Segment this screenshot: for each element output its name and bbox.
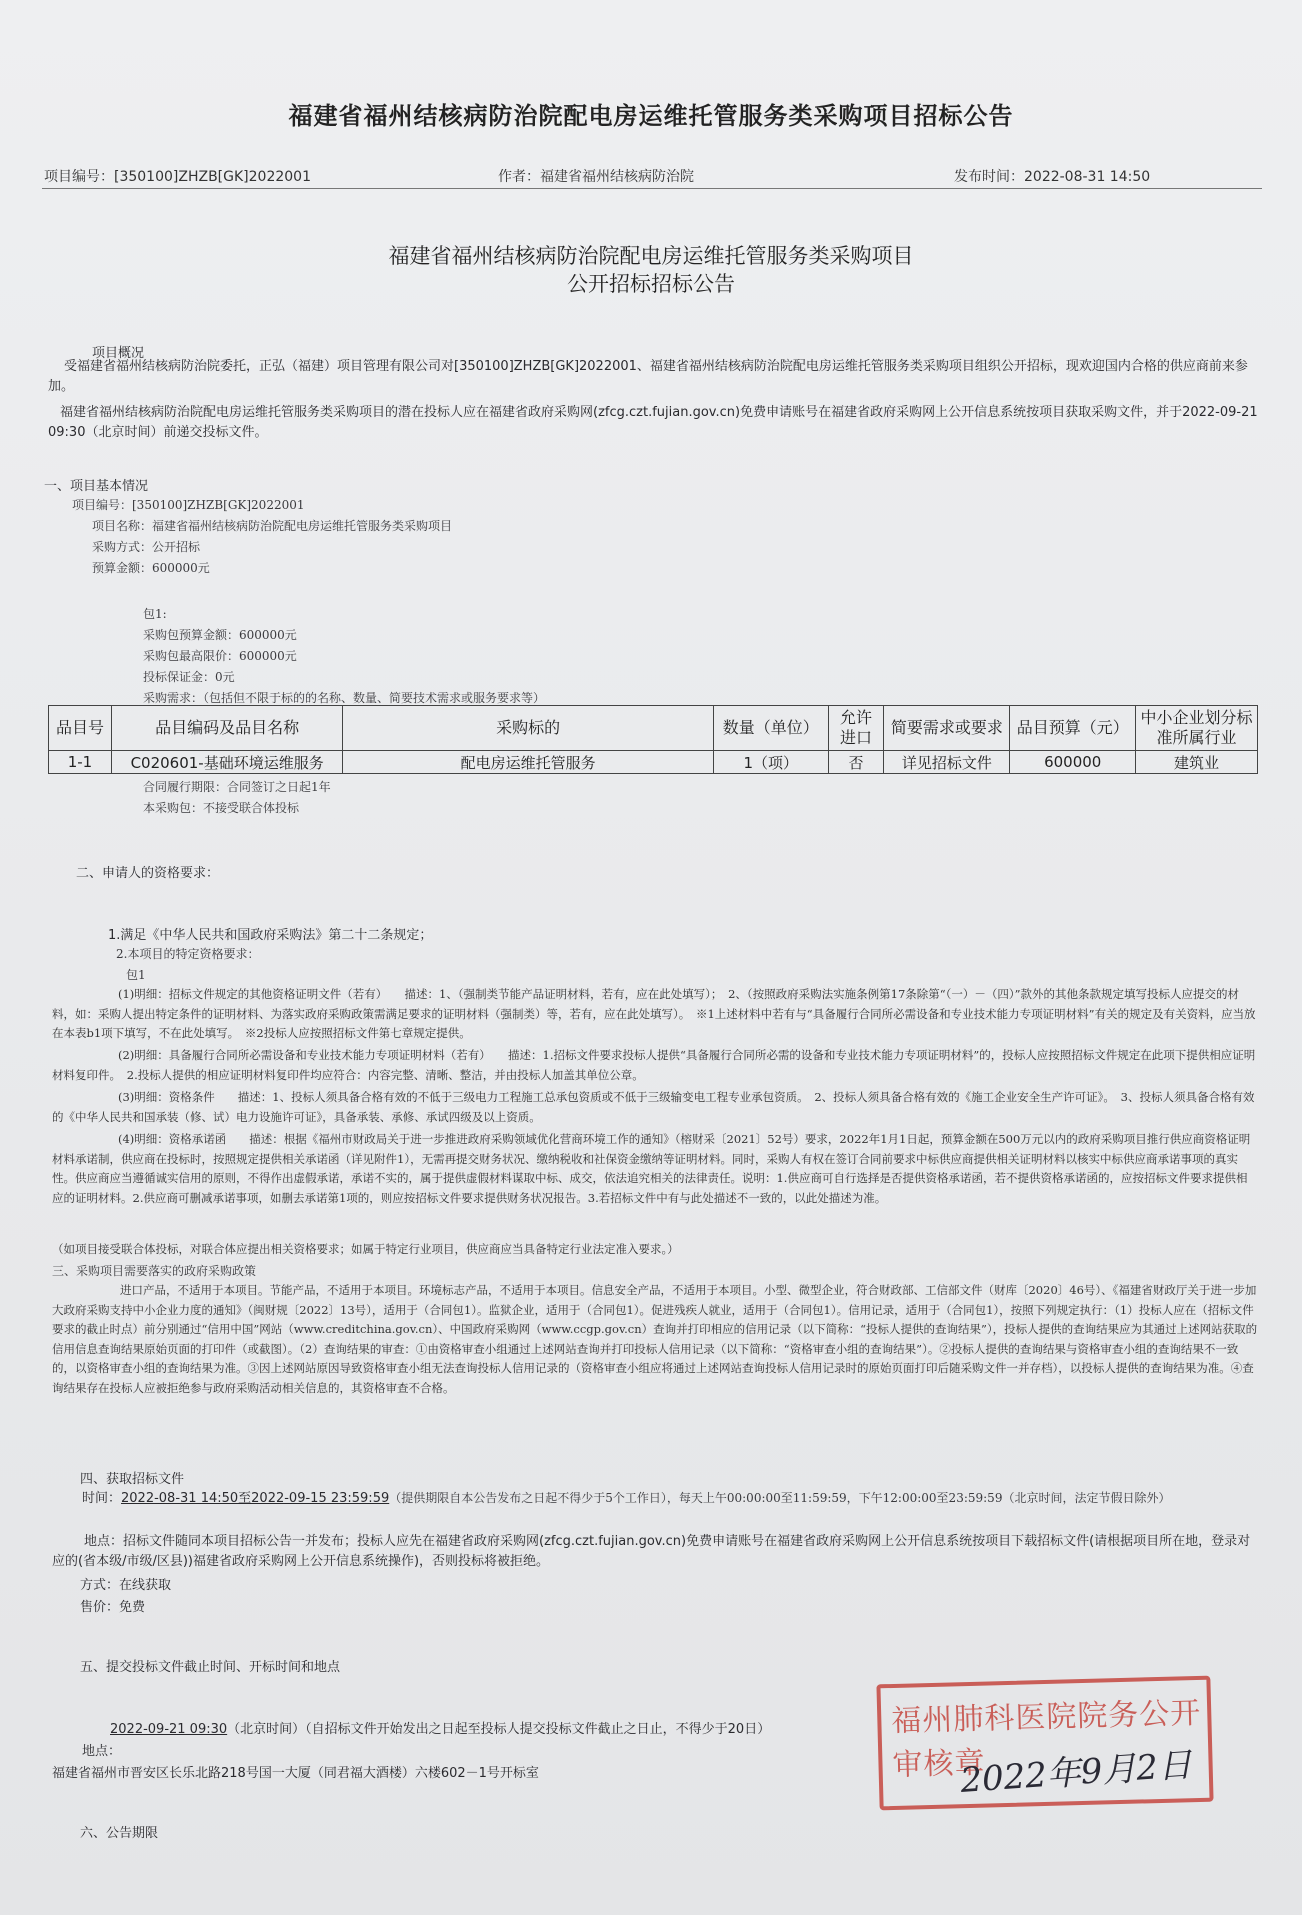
publish-time-value: 2022-08-31 14:50 bbox=[1024, 169, 1151, 185]
handwritten-date: 2022年9月2日 bbox=[959, 1744, 1194, 1802]
qualification-package: 包1 bbox=[126, 968, 146, 982]
consortium-line: 本采购包：不接受联合体投标 bbox=[143, 801, 300, 815]
section2-heading: 二、申请人的资格要求： bbox=[76, 866, 220, 881]
package-line: 采购需求：（包括但不限于标的的名称、数量、简要技术需求或服务要求等） bbox=[143, 691, 546, 705]
basic-info-line: 采购方式：公开招标 bbox=[92, 540, 201, 554]
table-header-cell: 品目编码及品目名称 bbox=[111, 706, 342, 751]
bid-place: 福建省福州市晋安区长乐北路218号国一大厦（同君福大酒楼）六楼602－1号开标室 bbox=[52, 1766, 539, 1781]
table-header-cell: 品目号 bbox=[49, 706, 112, 751]
package-line: 采购包最高限价：600000元 bbox=[143, 649, 297, 663]
table-cell: 配电房运维托管服务 bbox=[343, 751, 714, 774]
basic-info-line: 预算金额：600000元 bbox=[92, 561, 210, 575]
acquire-place-paragraph: 地点：招标文件随同本项目招标公告一并发布；投标人应先在福建省政府采购网(zfcg.czt.fujian.gov.cn)免费申请账号在福建省政府采购网上公开信息系统按项目下载招标文件(请根据项目所在地，登录对应的(省本级/市级/区县))福建省政府采购网上公开信息系统操作)，否则投标将被拒绝。 bbox=[52, 1534, 1251, 1569]
basic-info-line: 项目编号：[350100]ZHZB[GK]2022001 bbox=[72, 498, 305, 512]
contract-period-line: 合同履行期限：合同签订之日起1年 bbox=[143, 780, 331, 794]
policy-paragraph: 进口产品，不适用于本项目。节能产品，不适用于本项目。环境标志产品，不适用于本项目。信息安全产品，不适用于本项目。小型、微型企业，符合财政部、工信部文件（财库〔2020〕46号）、《福建省财政厅关于进一步加大政府采购支持中小企业力度的通知》（闽财规〔2022〕13号），适用于（合同包1）。监狱企业，适用于（合同包1）。促进残疾人就业，适用于（合同包1）。信用记录，适用于（合同包1），按照下列规定执行：（1）投标人应在（招标文件要求的截止时点）前分别通过“信用中国”网站（www.creditchina.gov.cn）、中国政府采购网（www.ccgp.gov.cn）查询并打印相应的信用记录（以下简称：“投标人提供的查询结果”），投标人提供的查询结果应为其通过上述网站获取的信用信息查询结果原始页面的打印件（或截图）。（2）查询结果的审查：①由资格审查小组通过上述网站查询并打印投标人信用记录（以下简称：“资格审查小组的查询结果”）。②投标人提供的查询结果与资格审查小组的查询结果不一致的，以资格审查小组的查询结果为准。③因上述网站原因导致资格审查小组无法查询投标人信用记录的（资格审查小组应将通过上述网站查询投标人信用记录时的原始页面打印后随采购文件一并存档），以投标人提供的查询结果为准。④查询结果存在投标人应被拒绝参与政府采购活动相关信息的，其资格审查不合格。 bbox=[52, 1283, 1258, 1395]
table-header-cell: 采购标的 bbox=[343, 706, 714, 751]
deadline-value: 2022-09-21 09:30 bbox=[110, 1722, 228, 1737]
section1-heading: 一、项目基本情况 bbox=[44, 479, 149, 494]
publish-time-meta bbox=[954, 166, 1150, 186]
acquire-time-paragraph bbox=[52, 1488, 1258, 1509]
qualification-item-3: (3)明细：资格条件 描述：1、投标人须具备合格有效的不低于三级电力工程施工总承包资质或不低于三级输变电工程专业承包资质。 2、投标人须具备合格有效的《施工企业安全生产许可证》。 3、投标人须具备合格有效的《中华人民共和国承装（修、试）电力设施许可证》，具备承装、承修、承试四级及以上资质。 bbox=[52, 1090, 1255, 1124]
acquire-time-note: （提供期限自本公告发布之日起不得少于5个工作日），每天上午00:00:00至11:59:59，下午12:00:00至23:59:59（北京时间，法定节假日除外） bbox=[389, 1491, 1171, 1505]
package-line: 采购包预算金额：600000元 bbox=[143, 628, 297, 642]
project-number-meta bbox=[44, 166, 311, 186]
acquire-price: 售价：免费 bbox=[80, 1600, 146, 1615]
table-header-cell: 简要需求或要求 bbox=[884, 706, 1010, 751]
section6-heading: 六、公告期限 bbox=[80, 1826, 159, 1841]
table-header-cell: 品目预算（元） bbox=[1010, 706, 1136, 751]
table-cell: 600000 bbox=[1010, 751, 1136, 774]
table-row bbox=[49, 751, 1258, 774]
project-number-value: [350100]ZHZB[GK]2022001 bbox=[114, 169, 311, 185]
qualification-item-2: (2)明细：具备履行合同所必需设备和专业技术能力专项证明材料（若有） 描述：1.招标文件要求投标人提供“具备履行合同所必需的设备和专业技术能力专项证明材料”的，投标人应按照招标文件规定在此项下提供相应证明材料复印件。 2.投标人提供的相应证明材料复印件均应符合：内容完整、清晰、整洁，并由投标人加盖其单位公章。 bbox=[52, 1048, 1256, 1082]
package-line: 投标保证金：0元 bbox=[143, 670, 235, 684]
project-number-label: 项目编号： bbox=[44, 169, 114, 185]
package-line: 包1: bbox=[143, 607, 167, 621]
table-header-cell: 允许进口 bbox=[828, 706, 884, 751]
deadline-line bbox=[110, 1718, 770, 1737]
doc-title-line1: 福建省福州结核病防治院配电房运维托管服务类采购项目 bbox=[388, 244, 914, 268]
doc-title-line2: 公开招标招标公告 bbox=[567, 272, 735, 296]
acquire-method: 方式：在线获取 bbox=[80, 1578, 172, 1593]
qualification-item-1: (1)明细：招标文件规定的其他资格证明文件（若有） 描述：1、（强制类节能产品证明材料，若有，应在此处填写）； 2、（按照政府采购法实施条例第17条除第“（一）－（四）”款外的其他条款规定填写投标人应提交的材料，如：采购人提出特定条件的证明材料、为落实政府采购政策需满足要求的证明材料（强制类）等，若有，应在此处填写）。 ※1上述材料中若有与“具备履行合同所必需设备和专业技术能力专项证明材料”有关的规定及有关资料，应当放在本表b1项下填写，不在此处填写。 ※2投标人应按照招标文件第七章规定提供。 bbox=[52, 987, 1256, 1040]
qualification-line-1: 1.满足《中华人民共和国政府采购法》第二十二条规定； bbox=[108, 928, 433, 943]
author-label: 作者： bbox=[498, 169, 540, 185]
qualification-line-2: 2.本项目的特定资格要求： bbox=[116, 947, 260, 961]
table-cell: 1（项） bbox=[713, 751, 828, 774]
table-cell: 详见招标文件 bbox=[884, 751, 1010, 774]
header-divider bbox=[42, 188, 1262, 189]
table-header-cell: 中小企业划分标准所属行业 bbox=[1136, 706, 1258, 751]
acquire-time-range: 2022-08-31 14:50至2022-09-15 23:59:59 bbox=[121, 1491, 390, 1506]
overview-paragraph-2: 福建省福州结核病防治院配电房运维托管服务类采购项目的潜在投标人应在福建省政府采购网(zfcg.czt.fujian.gov.cn)免费申请账号在福建省政府采购网上公开信息系统按项目获取采购文件，并于2022-09-21 09:30（北京时间）前递交投标文件。 bbox=[48, 405, 1258, 440]
author-value: 福建省福州结核病防治院 bbox=[540, 169, 694, 185]
author-meta bbox=[498, 166, 694, 186]
publish-time-label: 发布时间： bbox=[954, 169, 1024, 185]
table-cell: 建筑业 bbox=[1136, 751, 1258, 774]
table-header-cell: 数量（单位） bbox=[713, 706, 828, 751]
deadline-note: （北京时间）（自招标文件开始发出之日起至投标人提交投标文件截止之日止，不得少于20日） bbox=[227, 1722, 771, 1737]
section4-heading: 四、获取招标文件 bbox=[80, 1472, 185, 1487]
procurement-items-table bbox=[48, 705, 1258, 774]
table-header-row bbox=[49, 706, 1258, 751]
section5-heading: 五、提交投标文件截止时间、开标时间和地点 bbox=[80, 1660, 341, 1675]
table-cell: C020601-基础环境运维服务 bbox=[111, 751, 342, 774]
basic-info-line: 项目名称：福建省福州结核病防治院配电房运维托管服务类采购项目 bbox=[92, 519, 453, 533]
qualification-item-4: (4)明细：资格承诺函 描述：根据《福州市财政局关于进一步推进政府采购领域优化营商环境工作的通知》（榕财采〔2021〕52号）要求，2022年1月1日起，预算金额在500万元以内的政府采购项目推行供应商资格证明材料承诺制，供应商在投标时，按照规定提供相关承诺函（详见附件1），无需再提交财务状况、缴纳税收和社保资金缴纳等证明材料。同时，采购人有权在签订合同前要求中标供应商提供相关证明材料以核实中标供应商承诺事项的真实性。供应商应当遵循诚实信用的原则，不得作出虚假承诺，承诺不实的，属于提供虚假材料谋取中标、成交，依法追究相关的法律责任。说明：1.供应商可自行选择是否提供资格承诺函，若不提供资格承诺函的，应按招标文件要求提供相应的证明材料。2.供应商可删减承诺事项，如删去承诺第1项的，则应按招标文件要求提供财务状况报告。3.若招标文件中有与此处描述不一致的，以此处描述为准。 bbox=[52, 1132, 1251, 1205]
overview-heading: 项目概况 bbox=[92, 346, 145, 361]
section3-heading: 三、采购项目需要落实的政府采购政策 bbox=[52, 1264, 257, 1278]
table-cell: 否 bbox=[828, 751, 884, 774]
stamp-text: 福州肺科医院院务公开审核章 bbox=[890, 1695, 1202, 1783]
qualification-note: （如项目接受联合体投标，对联合体应提出相关资格要求；如属于特定行业项目，供应商应当具备特定行业法定准入要求。） bbox=[52, 1242, 679, 1256]
announcement-title: 福建省福州结核病防治院配电房运维托管服务类采购项目招标公告 bbox=[288, 102, 1014, 130]
overview-paragraph-1: 受福建省福州结核病防治院委托，正弘（福建）项目管理有限公司对[350100]ZHZB[GK]2022001、福建省福州结核病防治院配电房运维托管服务类采购项目组织公开招标，现欢迎国内合格的供应商前来参加。 bbox=[48, 359, 1248, 394]
acquire-time-label: 时间： bbox=[82, 1491, 122, 1506]
table-cell: 1-1 bbox=[49, 751, 112, 774]
bid-place-label: 地点： bbox=[82, 1744, 122, 1759]
